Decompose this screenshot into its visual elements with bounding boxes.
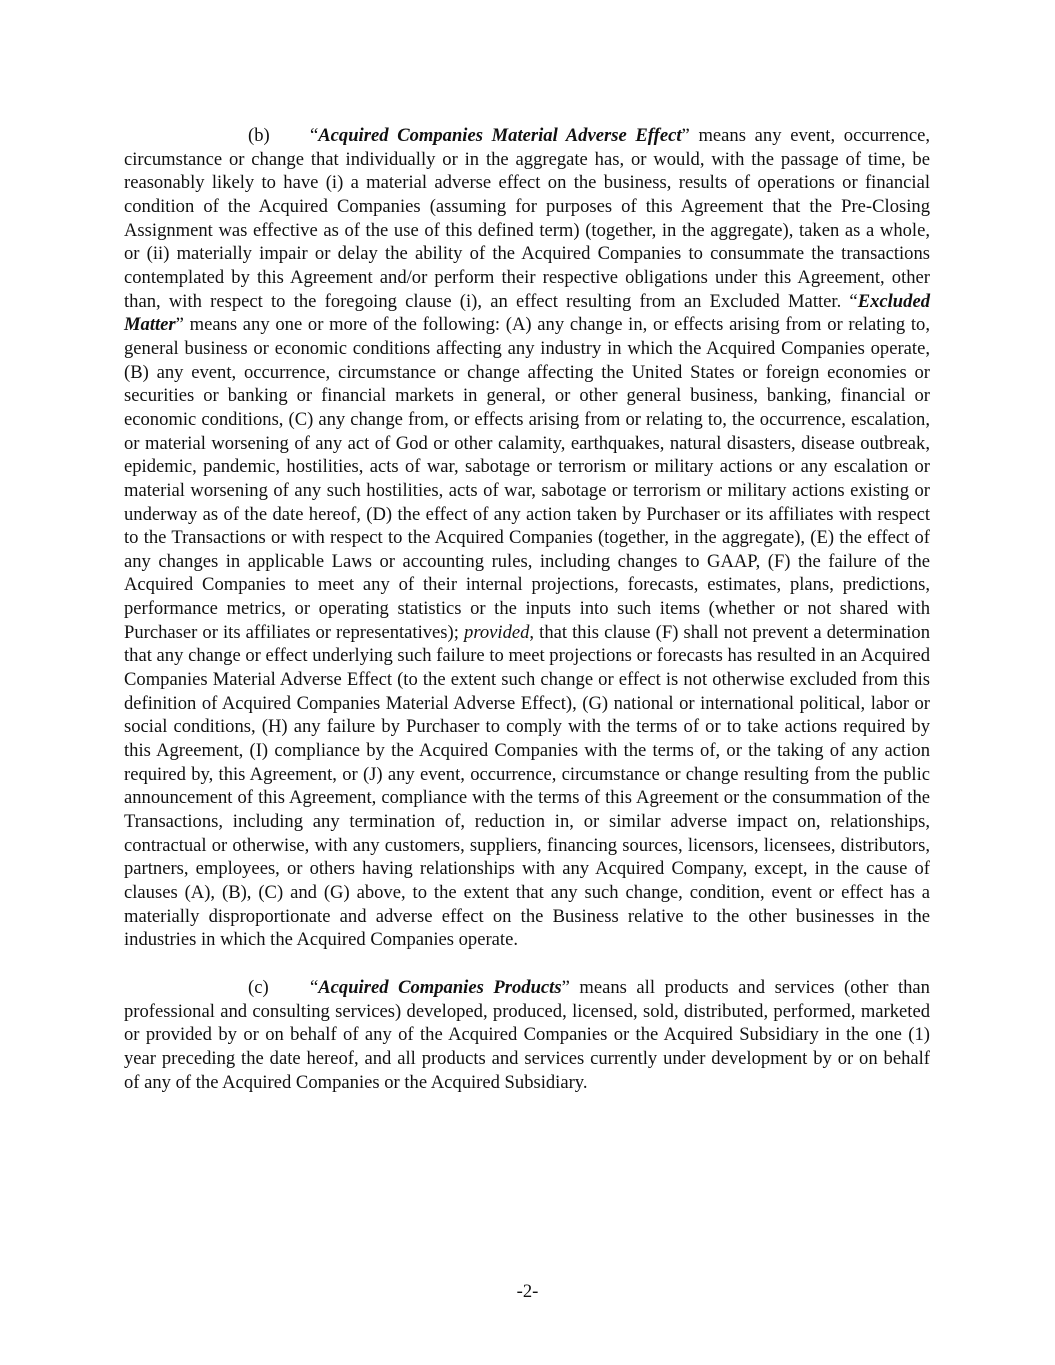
open-quote: “ <box>310 125 319 146</box>
paragraph-b-text-3: , that this clause (F) shall not prevent a determination that any change or effect underlying such failure to meet projections or forecasts has resulted in an Acquired Companies Material Adverse Effect (to the extent such change or effect is not otherwise excluded from this definition of Acquired Companies Material Adverse Effect), (G) national or international political, labor or social conditions, (H) any failure by Purchaser to comply with the terms of or to take actions required by this Agreement, (I) compliance by the Acquired Companies with the terms of, or the taking of any action required by, this Agreement, or (J) any event, occurrence, circumstance or change resulting from the public announcement of this Agreement, compliance with the terms of this Agreement or the consummation of the Transactions, including any termination of, reduction in, or similar adverse impact on, relationships, contractual or otherwise, with any customers, suppliers, financing sources, licensors, licensees, distributors, partners, employees, or others having relationships with any Acquired Company, except, in the cause of clauses (A), (B), (C) and (G) above, to the extent that any such change, condition, event or effect has a materially disproportionate and adverse effect on the Business relative to the other businesses in the industries in which the Acquired Companies operate. <box>124 621 931 951</box>
paragraph-b-text-2: ” means any one or more of the following: (A) any change in, or effects arising from or relating to, general business or economic conditions affecting any industry in which the Acquired Companies operate, (B) any event, occurrence, circumstance or change affecting the United States or foreign economies or securities or banking or financial markets in general, or other general business, banking, financial or economic conditions, (C) any change from, or effects arising from or relating to, the occurrence, escalation, or material worsening of any act of God or other calamity, earthquakes, natural disasters, disease outbreak, epidemic, pandemic, hostilities, acts of war, sabotage or terrorism or military actions or any escalation or material worsening of any such hostilities, acts of war, sabotage or terrorism or military actions existing or underway as of the date hereof, (D) the effect of any action taken by Purchaser or its affiliates with respect to the Transactions or with respect to the Acquired Companies (together, in the aggregate), (E) the effect of any changes in applicable Laws or accounting rules, including changes to GAAP, (F) the failure of the Acquired Companies to meet any of their internal projections, forecasts, estimates, plans, predictions, performance metrics, or operating statistics or the inputs into such items (whether or not shared with Purchaser or its affiliates or representatives); <box>124 314 930 643</box>
paragraph-b <box>124 124 930 952</box>
document-page <box>124 124 930 1094</box>
defined-term-material-adverse-effect: Acquired Companies Material Adverse Effect <box>318 125 682 146</box>
page-number: -2- <box>516 1281 539 1302</box>
defined-term-excluded-matter: Excluded Matter <box>124 290 930 336</box>
paragraph-c-text-1: ” means all products and services (other than professional and consulting services) developed, produced, licensed, sold, distributed, performed, marketed or provided by or on behalf of any of the Acquired Companies or the Acquired Subsidiary in the one (1) year preceding the date hereof, and all products and services currently under development by or on behalf of any of the Acquired Companies or the Acquired Subsidiary. <box>124 976 930 1093</box>
open-quote: “ <box>310 976 319 998</box>
defined-term-acquired-companies-products: Acquired Companies Products <box>318 976 562 998</box>
paragraph-c <box>124 976 930 1094</box>
paragraph-b-text-1: ” means any event, occurrence, circumstance or change that individually or in the aggregate has, or would, with the passage of time, be reasonably likely to have (i) a material adverse effect on the business, results of operations or financial condition of the Acquired Companies (assuming for purposes of this Agreement that the Pre-Closing Assignment was effective as of the use of this defined term) (together, in the aggregate), taken as a whole, or (ii) materially impair or delay the ability of the Acquired Companies to consummate the transactions contemplated by this Agreement and/or perform their respective obligations under this Agreement, other than, with respect to the foregoing clause (i), an effect resulting from an Excluded Matter. “ <box>124 125 930 312</box>
paragraph-marker-b: (b) <box>248 125 270 146</box>
proviso-word: provided <box>464 621 530 643</box>
paragraph-marker-c: (c) <box>248 976 269 998</box>
